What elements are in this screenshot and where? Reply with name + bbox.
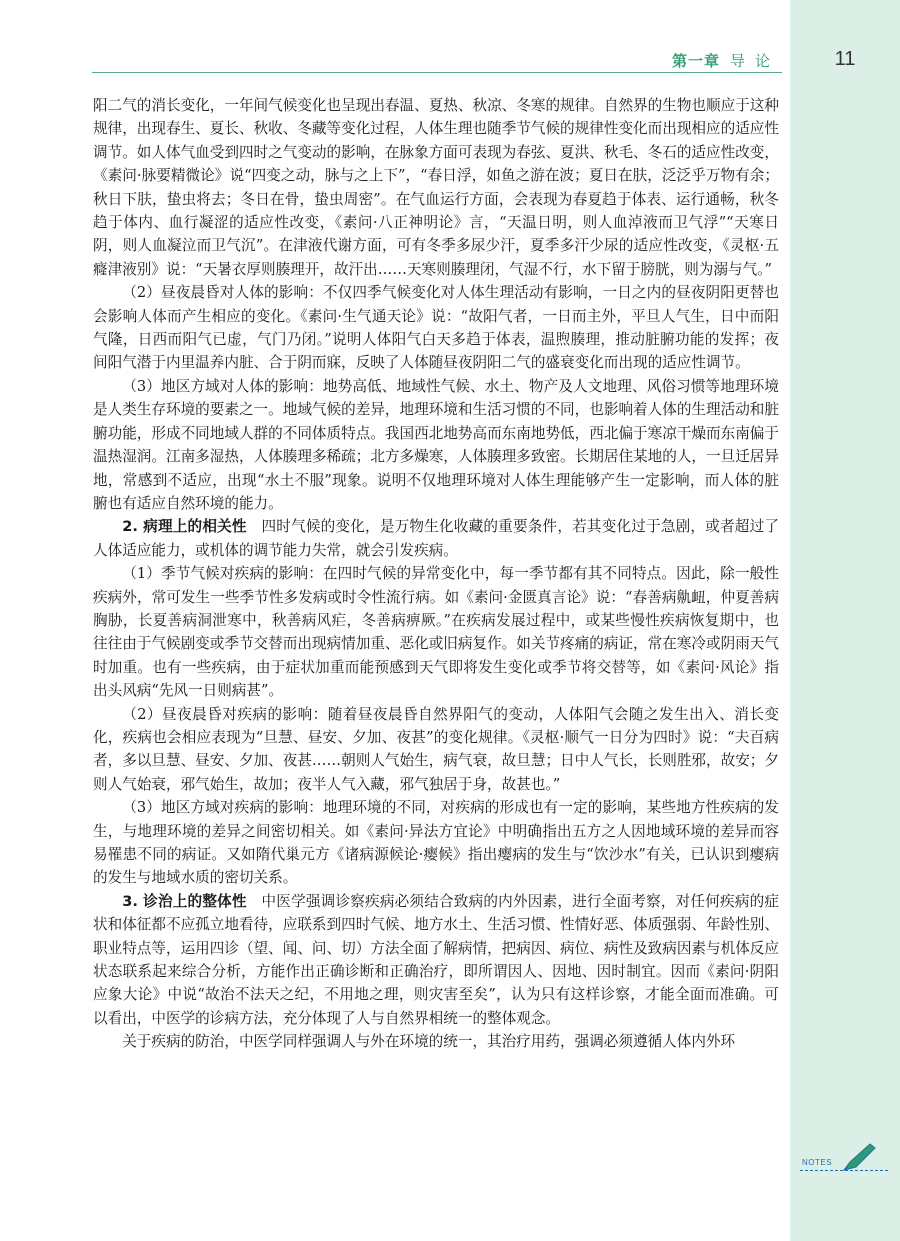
section-paragraph [93,890,779,1030]
notes-line [800,1170,888,1171]
page-number: 11 [834,48,856,70]
paragraph: （3）地区方域对人体的影响：地势高低、地域性气候、水土、物产及人文地理、风俗习惯等地理环境是人类生存环境的要素之一。地域气候的差异，地理环境和生活习惯的不同，也影响着人体的生理活动和脏腑功能，形成不同地域人群的不同体质特点。我国西北地势高而东南地势低，西北偏于寒凉干燥而东南偏于温热湿润。江南多湿热，人体腠理多稀疏；北方多燥寒，人体腠理多致密。长期居住某地的人，一旦迁居异地，常感到不适应，出现“水土不服”现象。说明不仅地理环境对人体生理能够产生一定影响，而人体的脏腑也有适应自然环境的能力。 [93,377,779,512]
paragraph: 关于疾病的防治，中医学同样强调人与外在环境的统一，其治疗用药，强调必须遵循人体内外环 [122,1033,736,1051]
section-text: 中医学强调诊察疾病必须结合致病的内外因素，进行全面考察，对任何疾病的症状和体征都不应孤立地看待，应联系到四时气候、地方水土、生活习惯、性情好恶、体质强弱、年龄性别、职业特点等，运用四诊（望、闻、问、切）方法全面了解病情，把病因、病位、病性及致病因素与机体反应状态联系起来综合分析，方能作出正确诊断和正确治疗，即所谓因人、因地、因时制宜。因而《素问·阴阳应象大论》中说“故治不法天之纪，不用地之理，则灾害至矣”，认为只有这样诊察，才能全面而准确。可以看出，中医学的诊病方法，充分体现了人与自然界相统一的整体观念。 [93,892,779,1027]
body-text [93,94,779,1054]
section-heading: 3. 诊治上的整体性 [122,892,247,910]
section-text: 四时气候的变化，是万物生化收藏的重要条件，若其变化过于急剧，或者超过了人体适应能力，或机体的调节能力失常，就会引发疾病。 [93,518,779,559]
chapter-label: 第一章 [671,52,720,70]
section-paragraph [93,515,779,562]
running-head [600,50,780,71]
page-margin-sidebar [790,0,900,1241]
chapter-title: 导论 [729,52,780,70]
paragraph: （2）昼夜晨昏对疾病的影响：随着昼夜晨昏自然界阳气的变动，人体阳气会随之发生出入、消长变化，疾病也会相应表现为“旦慧、昼安、夕加、夜甚”的变化规律。《灵枢·顺气一日分为四时》说：“夫百病者，多以旦慧、昼安、夕加、夜甚……朝则人气始生，病气衰，故旦慧；日中人气长，长则胜邪，故安；夕则人气始衰，邪气始生，故加；夜半人气入藏，邪气独居于身，故甚也。” [93,705,779,793]
paragraph: （3）地区方域对疾病的影响：地理环境的不同，对疾病的形成也有一定的影响，某些地方性疾病的发生，与地理环境的差异之间密切相关。如《素问·异法方宜论》中明确指出五方之人因地域环境的差异而容易罹患不同的病证。又如隋代巢元方《诸病源候论·瘿候》指出瘿病的发生与“饮沙水”有关，已认识到瘿病的发生与地域水质的密切关系。 [93,799,779,887]
paragraph: （2）昼夜晨昏对人体的影响：不仅四季气候变化对人体生理活动有影响，一日之内的昼夜阴阳更替也会影响人体而产生相应的变化。《素问·生气通天论》说：“故阳气者，一日而主外，平旦人气生，日中而阳气隆，日西而阳气已虚，气门乃闭。”说明人体阳气白天多趋于体表，温煦腠理，推动脏腑功能的发挥；夜间阳气潜于内里温养内脏、合于阴而寐，反映了人体随昼夜阴阳二气的盛衰变化而出现的适应性调节。 [93,284,779,372]
paragraph: （1）季节气候对疾病的影响：在四时气候的异常变化中，每一季节都有其不同特点。因此，除一般性疾病外，常可发生一些季节性多发病或时令性流行病。如《素问·金匮真言论》说：“春善病鼽衄，仲夏善病胸胁，长夏善病洞泄寒中，秋善病风疟，冬善病痹厥。”在疾病发展过程中，或某些慢性疾病恢复期中，也往往由于气候剧变或季节交替而出现病情加重、恶化或旧病复作。如关节疼痛的病证，常在寒冷或阴雨天气时加重。也有一些疾病，由于症状加重而能预感到天气即将发生变化或季节将交替等，如《素问·风论》指出头风病“先风一日则病甚”。 [93,565,779,700]
paragraph: 阳二气的消长变化，一年间气候变化也呈现出春温、夏热、秋凉、冬寒的规律。自然界的生物也顺应于这种规律，出现春生、夏长、秋收、冬藏等变化过程，人体生理也随季节气候的规律性变化而出现相应的适应性调节。如人体气血受到四时之气变动的影响，在脉象方面可表现为春弦、夏洪、秋毛、冬石的适应性改变，《素问·脉要精微论》说“四变之动，脉与之上下”，“春日浮，如鱼之游在波；夏日在肤，泛泛乎万物有余；秋日下肤，蛰虫将去；冬日在骨，蛰虫周密”。在气血运行方面，会表现为春夏趋于体表、运行通畅，秋冬趋于体内、血行凝涩的适应性改变，《素问·八正神明论》言，“天温日明，则人血淖液而卫气浮”“天寒日阴，则人血凝泣而卫气沉”。在津液代谢方面，可有冬季多尿少汗，夏季多汗少尿的适应性改变，《灵枢·五癃津液别》说：“天暑衣厚则腠理开，故汗出……天寒则腠理闭，气湿不行，水下留于膀胱，则为溺与气。” [93,97,779,278]
pen-icon [840,1140,880,1174]
section-heading: 2. 病理上的相关性 [122,518,247,536]
header-rule [92,72,782,73]
notes-area [800,1140,890,1180]
notes-label: NOTES [802,1158,833,1167]
